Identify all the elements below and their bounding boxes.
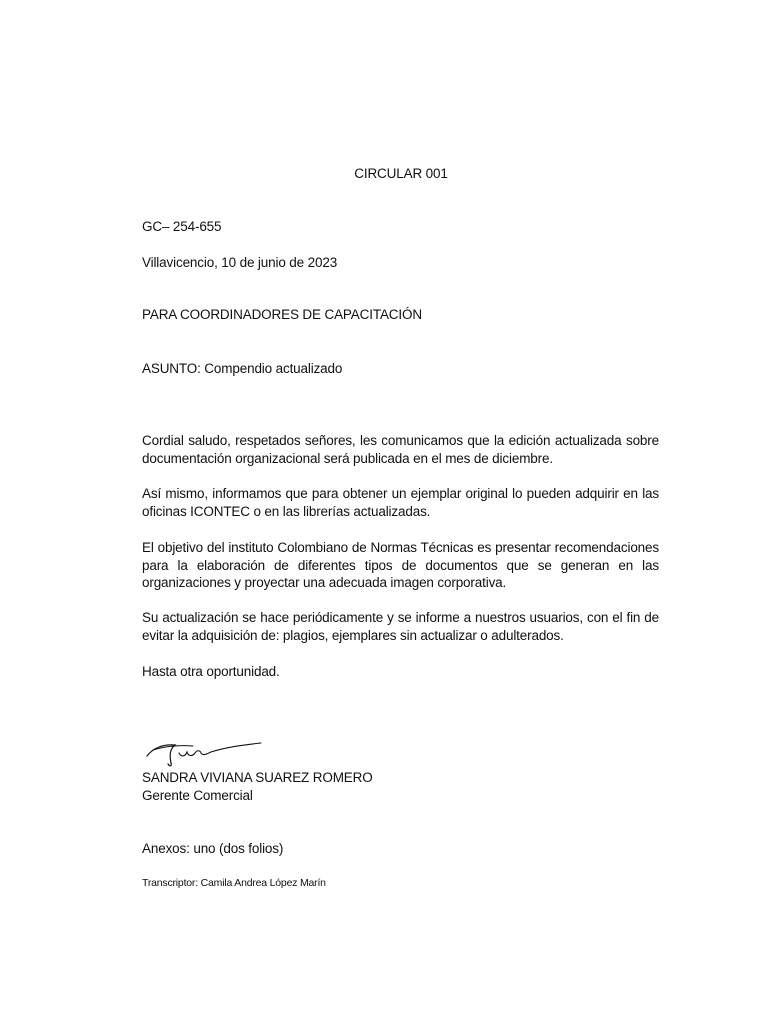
signer-name: SANDRA VIVIANA SUAREZ ROMERO bbox=[142, 770, 373, 785]
subject: ASUNTO: Compendio actualizado bbox=[142, 361, 343, 376]
circular-title: CIRCULAR 001 bbox=[354, 166, 448, 181]
signer-title: Gerente Comercial bbox=[142, 788, 253, 803]
paragraph-greeting: Cordial saludo, respetados señores, les comunicamos que la edición actualizada sobre documentación organizacional será publicada en el mes de diciembre. bbox=[142, 433, 659, 466]
place-date: Villavicencio, 10 de junio de 2023 bbox=[142, 255, 338, 270]
handwritten-signature bbox=[145, 736, 265, 768]
paragraph-update: Su actualización se hace periódicamente y se informe a nuestros usuarios, con el fin de evitar la adquisición de: plagios, ejemplares sin actualizar o adulterados. bbox=[142, 610, 659, 643]
closing: Hasta otra oportunidad. bbox=[142, 664, 280, 679]
reference-code: GC– 254-655 bbox=[142, 219, 222, 234]
paragraph-acquisition: Así mismo, informamos que para obtener un ejemplar original lo pueden adquirir en las oficinas ICONTEC o en las librerías actualizadas. bbox=[142, 486, 659, 519]
recipient: PARA COORDINADORES DE CAPACITACIÓN bbox=[142, 307, 422, 322]
transcriber: Transcriptor: Camila Andrea López Marín bbox=[142, 877, 326, 889]
paragraph-objective: El objetivo del instituto Colombiano de Normas Técnicas es presentar recomendaciones para la elaboración de diferentes tipos de documentos que se generan en las organizaciones y proyectar una adecuada imagen corporativa. bbox=[142, 540, 659, 590]
attachments: Anexos: uno (dos folios) bbox=[142, 841, 284, 856]
